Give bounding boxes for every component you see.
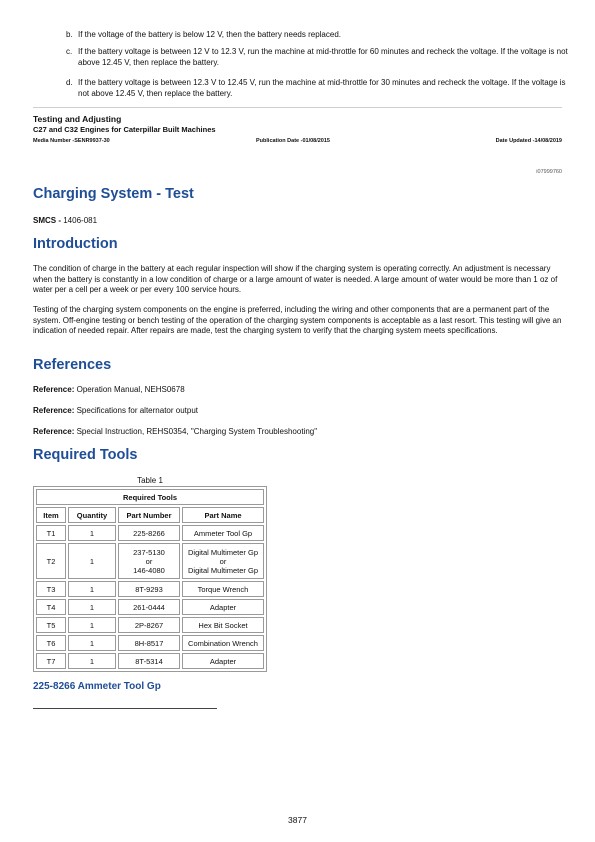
- quantity-cell: 1: [68, 525, 116, 541]
- document-id: i07999760: [536, 169, 562, 175]
- quantity-cell: 1: [68, 635, 116, 651]
- date-updated: Date Updated -14/08/2019: [495, 138, 562, 144]
- required-tools-table: [33, 486, 267, 672]
- reference-text: Operation Manual, NEHS0678: [76, 385, 185, 394]
- item-cell: T4: [36, 599, 66, 615]
- list-letter: d.: [66, 78, 73, 87]
- reference-item: [33, 406, 198, 415]
- part-number-cell: 2P-8267: [118, 617, 180, 633]
- required-tools-heading: Required Tools: [33, 447, 138, 463]
- list-text: If the battery voltage is between 12 V to 12.3 V, run the machine at mid-throttle for 60 minutes and recheck the voltage. If the voltage is not above 12.45 V, then replace the battery.: [78, 47, 568, 67]
- table-row: [36, 617, 264, 633]
- introduction-paragraph: Testing of the charging system components on the engine is preferred, including the wiring and other components that are a permanent part of the system. Off-engine testing or bench testing of the operation of the charging system components is acceptable as a last resort. This testing will give an indication of needed repair. After repairs are made, test the charging system to verify that the charging system meets specifications.: [33, 305, 562, 335]
- column-header: Quantity: [68, 507, 116, 523]
- column-header: Item: [36, 507, 66, 523]
- quantity-cell: 1: [68, 581, 116, 597]
- part-name-line: or: [219, 556, 227, 566]
- page-number: 3877: [288, 815, 307, 825]
- part-name-cell: Ammeter Tool Gp: [182, 525, 264, 541]
- table-row: [36, 635, 264, 651]
- smcs-line: [33, 216, 97, 225]
- divider: [33, 107, 562, 108]
- item-cell: T1: [36, 525, 66, 541]
- page-title: Charging System - Test: [33, 186, 194, 202]
- part-name-cell: Torque Wrench: [182, 581, 264, 597]
- part-number-cell: 8H-8517: [118, 635, 180, 651]
- quantity-cell: 1: [68, 599, 116, 615]
- introduction-paragraph: The condition of charge in the battery at each regular inspection will show if the charging system is operating correctly. An adjustment is necessary when the battery is constantly in a low condition of charge or a large amount of water is needed. A large amount of water would be more than 1 oz of water per a cell per a week or per every 100 service hours.: [33, 264, 558, 294]
- quantity-cell: 1: [68, 543, 116, 579]
- item-cell: T7: [36, 653, 66, 669]
- column-header: Part Name: [182, 507, 264, 523]
- table-row: [36, 653, 264, 669]
- reference-text: Special Instruction, REHS0354, "Charging System Troubleshooting": [76, 427, 318, 436]
- column-header: Part Number: [118, 507, 180, 523]
- item-cell: T3: [36, 581, 66, 597]
- publication-date: Publication Date -01/08/2015: [256, 138, 330, 144]
- list-text: If the voltage of the battery is below 12 V, then the battery needs replaced.: [78, 30, 341, 39]
- part-name-line: Digital Multimeter Gp: [187, 547, 259, 557]
- reference-item: [33, 385, 185, 394]
- table-row: [36, 581, 264, 597]
- item-cell: T6: [36, 635, 66, 651]
- list-item: [66, 30, 566, 41]
- smcs-value: 1406-081: [63, 216, 98, 225]
- table-row: [36, 525, 264, 541]
- table-caption: Table 1: [137, 476, 163, 485]
- footnote-rule: [33, 708, 217, 709]
- reference-label: Reference:: [33, 385, 75, 394]
- introduction-heading: Introduction: [33, 236, 118, 252]
- part-name-cell: Adapter: [182, 599, 264, 615]
- reference-text: Specifications for alternator output: [76, 406, 198, 415]
- item-cell: T5: [36, 617, 66, 633]
- list-text: If the battery voltage is between 12.3 V to 12.45 V, run the machine at mid-throttle for 30 minutes and recheck the voltage. If the voltage is not above 12.45 V, then replace the battery.: [78, 78, 566, 98]
- reference-item: [33, 427, 317, 436]
- part-name-line: Digital Multimeter Gp: [187, 565, 259, 575]
- part-number-cell: 8T-5314: [118, 653, 180, 669]
- part-number-line: or: [145, 556, 153, 566]
- list-letter: c.: [66, 47, 73, 56]
- quantity-cell: 1: [68, 617, 116, 633]
- part-number-cell: 225-8266: [118, 525, 180, 541]
- part-name-cell: Adapter: [182, 653, 264, 669]
- table-header-row: [36, 507, 264, 523]
- part-name-cell: Hex Bit Socket: [182, 617, 264, 633]
- part-name-cell: Combination Wrench: [182, 635, 264, 651]
- list-letter: b.: [66, 30, 73, 39]
- table-row: [36, 599, 264, 615]
- references-heading: References: [33, 357, 112, 373]
- part-number-cell: [118, 543, 180, 579]
- part-number-cell: 8T-9293: [118, 581, 180, 597]
- media-number: Media Number -SENR9937-30: [33, 138, 110, 144]
- section-title: Testing and Adjusting: [33, 114, 122, 124]
- document-subtitle: C27 and C32 Engines for Caterpillar Built Machines: [33, 125, 216, 134]
- list-item: [66, 78, 566, 100]
- subsection-heading: 225-8266 Ammeter Tool Gp: [33, 681, 161, 692]
- table-row: [36, 543, 264, 579]
- part-number-line: 237-5130: [133, 547, 165, 557]
- item-cell: T2: [36, 543, 66, 579]
- list-item: [66, 47, 566, 69]
- smcs-label: SMCS -: [33, 216, 61, 225]
- part-number-cell: 261-0444: [118, 599, 180, 615]
- part-name-cell: [182, 543, 264, 579]
- quantity-cell: 1: [68, 653, 116, 669]
- reference-label: Reference:: [33, 406, 75, 415]
- reference-label: Reference:: [33, 427, 75, 436]
- part-number-line: 146-4080: [133, 565, 165, 575]
- table-title: Required Tools: [36, 489, 264, 505]
